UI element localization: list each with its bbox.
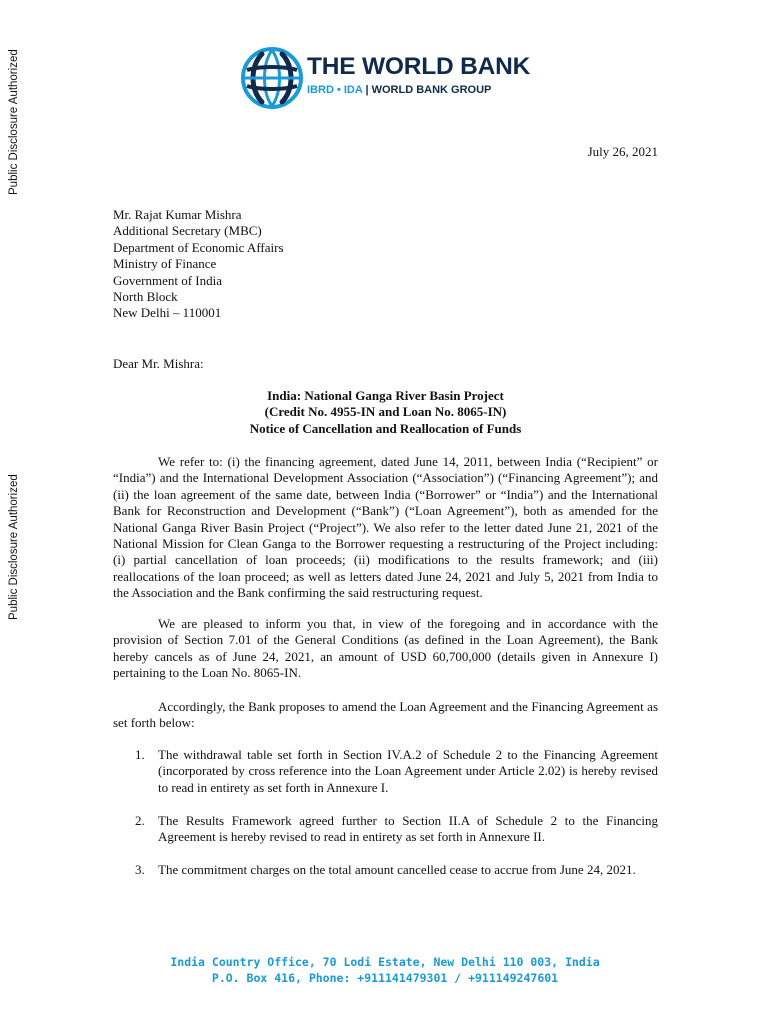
address-line: Government of India	[113, 272, 223, 288]
logo-subtitle: IBRD • IDA | WORLD BANK GROUP	[307, 84, 492, 96]
address-line: Ministry of Finance	[113, 256, 217, 272]
subject-line: Notice of Cancellation and Reallocation of Funds	[249, 420, 522, 436]
footer-line: P.O. Box 416, Phone: +911141479301 / +911149247601	[211, 971, 559, 985]
recipient-address	[113, 207, 284, 322]
subject-heading	[113, 388, 658, 437]
list-number: 1.	[135, 747, 145, 762]
list-number: 3.	[135, 862, 145, 877]
list-text: The withdrawal table set forth in Section IV.A.2 of Schedule 2 to the Financing Agreement (incorporated by cross reference into the Loan Agreement under Article 2.02) is hereby revised to read in entirety as set forth in Annexure I.	[158, 747, 658, 795]
logo-ibrd-ida: IBRD • IDA	[307, 84, 363, 96]
salutation: Dear Mr. Mishra:	[113, 356, 204, 371]
address-line: Department of Economic Affairs	[113, 239, 284, 255]
address-line: North Block	[113, 289, 178, 305]
disclosure-stamp-top: Public Disclosure Authorized	[8, 49, 20, 195]
logo-wordmark: THE WORLD BANK	[307, 53, 531, 80]
letter-date: July 26, 2021	[587, 144, 658, 159]
subject-line: India: National Ganga River Basin Project	[267, 388, 504, 403]
list-text: The Results Framework agreed further to Section II.A of Schedule 2 to the Financing Agreement is hereby revised to read in entirety as set forth in Annexure II.	[158, 813, 658, 845]
subject-line: (Credit No. 4955-IN and Loan No. 8065-IN)	[264, 404, 507, 420]
footer-line: India Country Office, 70 Lodi Estate, New Delhi 110 003, India	[170, 955, 600, 969]
disclosure-stamp-middle: Public Disclosure Authorized	[8, 474, 20, 620]
body-paragraph: We refer to: (i) the financing agreement, dated June 14, 2011, between India (“Recipient” or “India”) and the International Development Association (“Association”) (“Financing Agreement”); and (ii) the loan agreement of the same date, between India (“Borrower” or “India”) and the International Bank for Reconstruction and Development (“Bank”) (“Loan Agreement”), both as amended for the National Ganga River Basin Project (“Project”). We also refer to the letter dated June 21, 2021 of the National Mission for Clean Ganga to the Borrower requesting a restructuring of the Project including: (i) partial cancellation of loan proceeds; (ii) modifications to the results framework; and (iii) reallocations of the loan proceed; as well as letters dated June 24, 2021 and July 5, 2021 from India to the Association and the Bank confirming the said restructuring request.	[113, 454, 658, 601]
logo-group-name: WORLD BANK GROUP	[371, 84, 492, 96]
globe-icon	[240, 44, 304, 112]
address-line: Additional Secretary (MBC)	[113, 223, 262, 239]
list-number: 2.	[135, 813, 145, 828]
address-line: Mr. Rajat Kumar Mishra	[113, 207, 242, 222]
body-paragraph: We are pleased to inform you that, in view of the foregoing and in accordance with the provision of Section 7.01 of the General Conditions (as defined in the Loan Agreement), the Bank hereby cancels as of June 24, 2021, an amount of USD 60,700,000 (details given in Annexure I) pertaining to the Loan No. 8065-IN.	[113, 616, 658, 681]
address-line: New Delhi – 110001	[113, 305, 222, 321]
list-text: The commitment charges on the total amount cancelled cease to accrue from June 24, 2021.	[158, 862, 636, 877]
footer-address	[0, 954, 770, 986]
body-paragraph: Accordingly, the Bank proposes to amend the Loan Agreement and the Financing Agreement as set forth below:	[113, 699, 658, 731]
world-bank-logo	[240, 44, 540, 112]
